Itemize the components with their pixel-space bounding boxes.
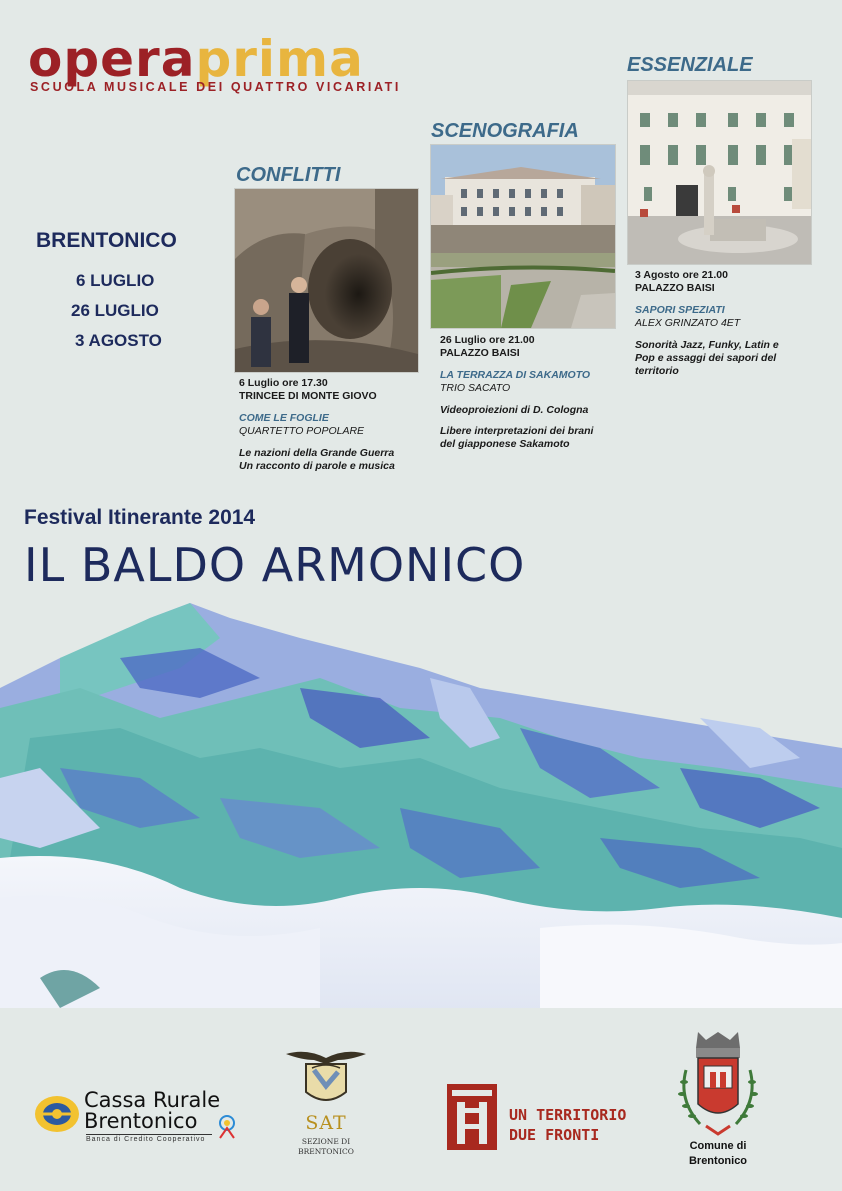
trench-illustration [235, 189, 418, 372]
sponsor-comune [670, 1030, 766, 1170]
event-3-where: PALAZZO BAISI [635, 282, 715, 294]
sat-eagle-emblem-icon [284, 1046, 368, 1112]
sat-sub-1: SEZIONE DI [301, 1137, 351, 1146]
event-2-group: TRIO SACATO [440, 382, 511, 394]
event-2-heading: SCENOGRAFIA [431, 120, 579, 142]
cassa-rurale-line-3: Banca di Credito Cooperativo [86, 1136, 206, 1143]
cassa-rurale-line-1: Cassa Rurale [84, 1088, 221, 1112]
comune-coat-of-arms-icon [670, 1030, 766, 1140]
event-1-piece: COME LE FOGLIE [239, 412, 329, 424]
cassa-rurale-line-2: Brentonico [84, 1109, 198, 1133]
festival-title: IL BALDO ARMONICO [24, 538, 526, 592]
event-1-photo-trench [234, 188, 419, 373]
event-2-desc-2: Libere interpretazioni dei brani [440, 425, 594, 437]
sat-name: SAT [305, 1112, 347, 1134]
event-2-photo-palazzo [430, 144, 616, 329]
mountain-image [0, 598, 842, 1018]
sat-sub-2: BRENTONICO [298, 1147, 354, 1156]
palazzo-terrace-illustration [431, 145, 615, 328]
cassa-rurale-logo-icon [34, 1094, 80, 1134]
event-1-group: QUARTETTO POPOLARE [239, 425, 365, 437]
event-3-desc-2: Pop e assaggi dei sapori del [635, 352, 777, 364]
comune-line-1: Comune di [689, 1140, 747, 1152]
date-1: 6 LUGLIO [76, 271, 155, 290]
un-territorio-line-1: UN TERRITORIO [509, 1106, 627, 1124]
date-3: 3 AGOSTO [75, 331, 162, 350]
event-1-info [239, 377, 424, 473]
date-2: 26 LUGLIO [71, 301, 159, 320]
event-2-desc-3: del giapponese Sakamoto [440, 438, 570, 450]
event-3-heading: ESSENZIALE [627, 54, 753, 76]
un-territorio-line-2: DUE FRONTI [509, 1126, 600, 1144]
cassa-rurale-mascot-icon [214, 1114, 240, 1140]
event-3-photo-piazza [627, 80, 812, 265]
event-2-piece: LA TERRAZZA DI SAKAMOTO [440, 369, 591, 381]
event-1-heading: CONFLITTI [236, 164, 341, 186]
event-1-desc-1: Le nazioni della Grande Guerra [239, 447, 395, 459]
logo-part-opera: opera [28, 30, 196, 88]
event-3-info [635, 269, 815, 378]
piazza-illustration [628, 81, 811, 264]
event-2-where: PALAZZO BAISI [440, 347, 520, 359]
comune-line-2: Brentonico [688, 1155, 748, 1167]
town-name: BRENTONICO [36, 229, 177, 252]
event-1-when: 6 Luglio ore 17.30 [239, 377, 328, 389]
event-3-piece: SAPORI SPEZIATI [635, 304, 725, 316]
event-3-desc-3: territorio [635, 365, 679, 377]
event-1-desc-2: Un racconto di parole e musica [239, 460, 395, 472]
cassa-rurale-underline [86, 1134, 212, 1135]
event-3-desc-1: Sonorità Jazz, Funky, Latin e [635, 339, 779, 351]
sponsor-sat [284, 1046, 368, 1156]
sponsor-cassa-rurale [34, 1090, 244, 1145]
event-3-group: ALEX GRINZATO 4ET [635, 317, 741, 329]
event-2-desc-1: Videoproiezioni di D. Cologna [440, 404, 589, 416]
un-territorio-logo-icon [447, 1084, 497, 1150]
event-1-where: TRINCEE DI MONTE GIOVO [239, 390, 377, 402]
logo-subtitle: SCUOLA MUSICALE DEI QUATTRO VICARIATI [30, 80, 401, 94]
logo-part-prima: prima [195, 30, 364, 88]
festival-subtitle: Festival Itinerante 2014 [24, 506, 256, 529]
event-3-when: 3 Agosto ore 21.00 [635, 269, 728, 281]
event-2-when: 26 Luglio ore 21.00 [440, 334, 535, 346]
sponsor-un-territorio [447, 1084, 627, 1150]
mountain-illustration [0, 598, 842, 1018]
event-2-info [440, 334, 620, 451]
